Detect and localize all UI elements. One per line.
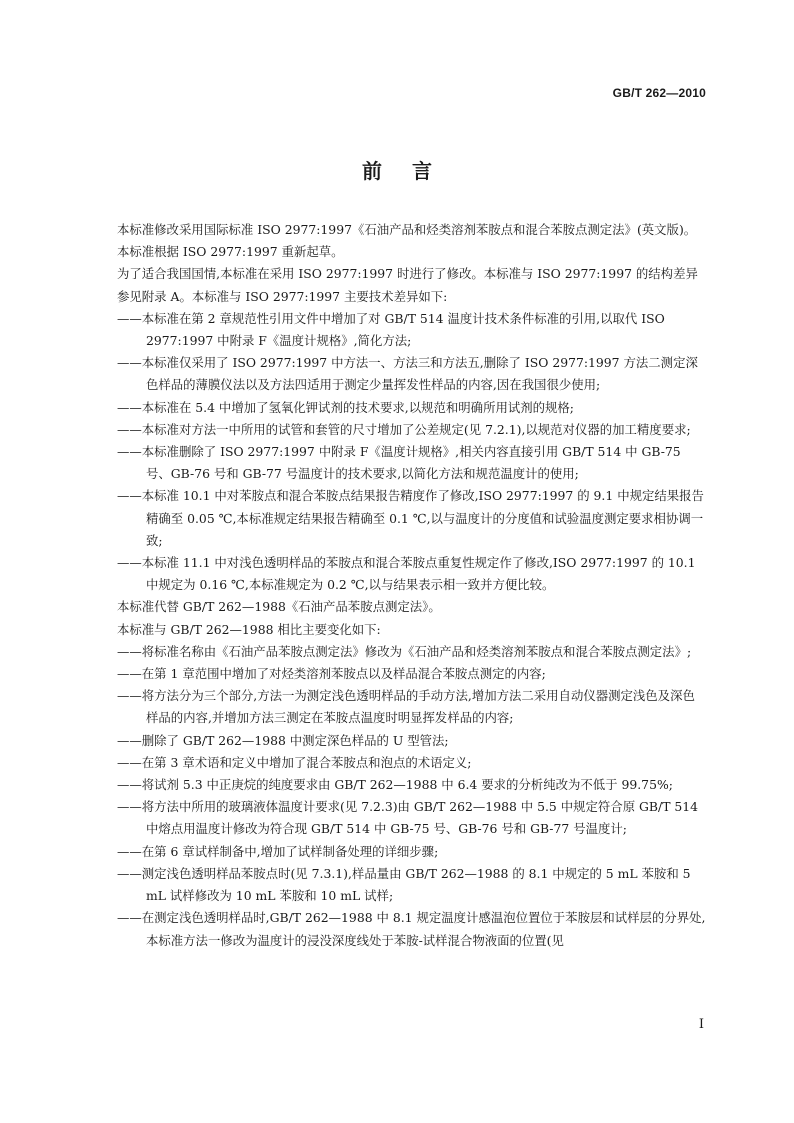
paragraph: 本标准根据 ISO 2977:1997 重新起草。 <box>117 244 344 260</box>
list-item: ——本标准仅采用了 ISO 2977:1997 中方法一、方法三和方法五,删除了 ISO 2977:1997 方法二测定深色样品的薄膜仪法以及方法四适用于测定少量挥发性样品的内容,因在我国很少使用; <box>117 355 698 393</box>
page-number: I <box>698 1017 704 1032</box>
list-item: ——将方法中所用的玻璃液体温度计要求(见 7.2.3)由 GB/T 262—1988 中 5.5 中规定符合原 GB/T 514 中熔点用温度计修改为符合现 GB/T 514 中 GB-75 号、GB-76 号和 GB-77 号温度计; <box>117 799 699 837</box>
list-item: ——删除了 GB/T 262—1988 中测定深色样品的 U 型管法; <box>117 732 449 748</box>
list-item: ——在第 1 章范围中增加了对烃类溶剂苯胺点以及样品混合苯胺点测定的内容; <box>117 666 546 682</box>
list-item: ——将方法分为三个部分,方法一为测定浅色透明样品的手动方法,增加方法二采用自动仪器测定浅色及深色样品的内容,并增加方法三测定在苯胺点温度时明显挥发样品的内容; <box>117 688 695 726</box>
list-item: ——在测定浅色透明样品时,GB/T 262—1988 中 8.1 规定温度计感温泡位置位于苯胺层和试样层的分界处,本标准方法一修改为温度计的浸没深度线处于苯胺-试样混合物液面的位置(见 <box>117 910 706 948</box>
list-item: ——本标准在第 2 章规范性引用文件中增加了对 GB/T 514 温度计技术条件标准的引用,以取代 ISO 2977:1997 中附录 F《温度计规格》,简化方法; <box>117 310 665 349</box>
list-item: ——测定浅色透明样品苯胺点时(见 7.3.1),样品量由 GB/T 262—1988 的 8.1 中规定的 5 mL 苯胺和 5 mL 试样修改为 10 mL 苯胺和 10 mL 试样; <box>117 865 691 904</box>
paragraph: 本标准与 GB/T 262—1988 相比主要变化如下: <box>117 621 381 637</box>
paragraph: 为了适合我国国情,本标准在采用 ISO 2977:1997 时进行了修改。本标准与 ISO 2977:1997 的结构差异参见附录 A。本标准与 ISO 2977:1997 主要技术差异如下: <box>117 266 698 304</box>
list-item: ——本标准 10.1 中对苯胺点和混合苯胺点结果报告精度作了修改,ISO 2977:1997 的 9.1 中规定结果报告精确至 0.05 ℃,本标准规定结果报告精确至 0.1 ℃,以与温度计的分度值和试验温度测定要求相协调一致; <box>117 488 704 548</box>
page-title: 前言 <box>362 159 462 183</box>
paragraph: 本标准修改采用国际标准 ISO 2977:1997《石油产品和烃类溶剂苯胺点和混合苯胺点测定法》(英文版)。 <box>117 222 697 237</box>
list-item: ——将标准名称由《石油产品苯胺点测定法》修改为《石油产品和烃类溶剂苯胺点和混合苯胺点测定法》; <box>117 643 692 659</box>
standard-code: GB/T 262—2010 <box>612 86 706 100</box>
paragraph: 本标准代替 GB/T 262—1988《石油产品苯胺点测定法》。 <box>117 599 441 615</box>
list-item: ——在第 6 章试样制备中,增加了试样制备处理的详细步骤; <box>117 843 439 859</box>
list-item: ——在第 3 章术语和定义中增加了混合苯胺点和泡点的术语定义; <box>117 754 472 770</box>
list-item: ——本标准 11.1 中对浅色透明样品的苯胺点和混合苯胺点重复性规定作了修改,ISO 2977:1997 的 10.1 中规定为 0.16 ℃,本标准规定为 0.2 ℃,以与结果表示相一致并方便比较。 <box>117 555 696 593</box>
foreword-body <box>117 219 707 952</box>
list-item: ——本标准删除了 ISO 2977:1997 中附录 F《温度计规格》,相关内容直接引用 GB/T 514 中 GB-75 号、GB-76 号和 GB-77 号温度计的技术要求,以简化方法和规范温度计的使用; <box>117 444 681 482</box>
list-item: ——本标准对方法一中所用的试管和套管的尺寸增加了公差规定(见 7.2.1),以规范对仪器的加工精度要求; <box>117 421 691 437</box>
list-item: ——将试剂 5.3 中正庚烷的纯度要求由 GB/T 262—1988 中 6.4 要求的分析纯改为不低于 99.75%; <box>117 777 673 793</box>
list-item: ——本标准在 5.4 中增加了氢氧化钾试剂的技术要求,以规范和明确所用试剂的规格; <box>117 399 574 415</box>
